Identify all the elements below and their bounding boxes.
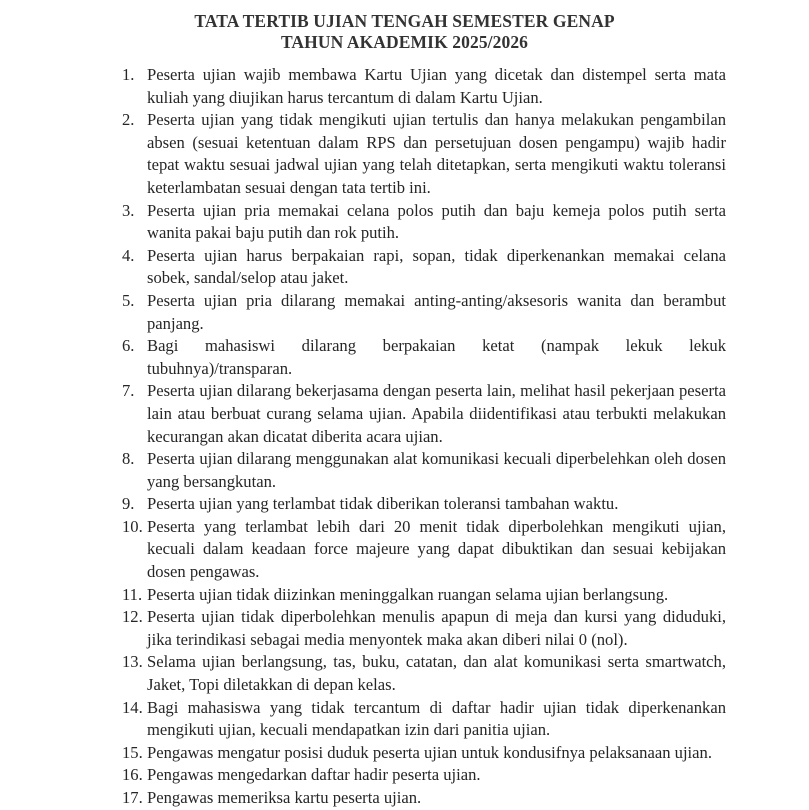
rule-item-13 [122, 651, 726, 696]
rule-item-14 [122, 697, 726, 742]
rule-number: 17. [122, 788, 143, 807]
rule-item-5 [122, 290, 726, 335]
rule-text: Bagi mahasiswa yang tidak tercantum di daftar hadir ujian tidak diperkenankan mengikuti ujian, kecuali mendapatkan izin dari panitia ujian. [147, 697, 726, 740]
rule-number: 7. [122, 381, 135, 401]
rule-text: Peserta ujian tidak diperbolehkan menulis apapun di meja dan kursi yang diduduki, jika terindikasi sebagai media menyontek maka akan diberi nilai 0 (nol). [147, 607, 726, 649]
rule-item-7 [122, 380, 726, 448]
rule-item-10 [122, 516, 726, 584]
rule-number: 8. [122, 449, 135, 469]
rule-number: 6. [122, 336, 135, 356]
rule-number: 13. [122, 652, 143, 672]
rule-number: 1. [122, 65, 135, 84]
rule-number: 11. [122, 584, 143, 604]
document-title [0, 11, 809, 53]
rule-number: 9. [122, 494, 135, 514]
rule-number: 14. [122, 697, 143, 717]
rule-item-2 [122, 109, 726, 199]
rule-text: Peserta ujian pria memakai celana polos putih dan baju kemeja polos putih serta wanita pakai baju putih dan rok putih. [147, 200, 726, 243]
rule-number: 16. [122, 765, 143, 785]
rules-list [122, 64, 726, 810]
rule-number: 10. [122, 516, 143, 536]
rule-text: Peserta ujian pria dilarang memakai anting-anting/aksesoris wanita dan berambut panjang. [147, 290, 726, 333]
rule-text: Peserta ujian dilarang menggunakan alat komunikasi kecuali diperbelehkan oleh dosen yang bersangkutan. [147, 449, 726, 491]
rule-number: 12. [122, 607, 143, 627]
rule-item-4 [122, 245, 726, 290]
rule-text-line-1: Bagi mahasiswi dilarang berpakaian ketat (nampak lekuk lekuk [147, 336, 726, 356]
rule-text: Pengawas mengedarkan daftar hadir peserta ujian. [147, 765, 481, 785]
rule-text: Peserta ujian wajib membawa Kartu Ujian yang dicetak dan distempel serta mata kuliah yang diujikan harus tercantum di dalam Kartu Ujian. [147, 65, 726, 107]
rule-item-6 [122, 335, 726, 380]
rule-text: Peserta yang terlambat lebih dari 20 menit tidak diperbolehkan mengikuti ujian, kecuali dalam keadaan force majeure yang dapat dibuktikan dan sesuai kebijakan dosen pengawas. [147, 516, 726, 582]
rule-item-9 [122, 493, 726, 516]
rule-text: Pengawas mengatur posisi duduk peserta ujian untuk kondusifnya pelaksanaan ujian. [147, 742, 712, 762]
rule-number: 15. [122, 742, 143, 762]
rule-text: Selama ujian berlangsung, tas, buku, catatan, dan alat komunikasi serta smartwatch, Jaket, Topi diletakkan di depan kelas. [147, 652, 726, 695]
title-line-2: TAHUN AKADEMIK 2025/2026 [280, 32, 529, 52]
rule-text: Peserta ujian tidak diizinkan meninggalkan ruangan selama ujian berlangsung. [147, 584, 669, 604]
rule-number: 5. [122, 290, 135, 310]
rule-number: 2. [122, 110, 135, 130]
rule-item-17 [122, 787, 726, 810]
rule-item-1 [122, 64, 726, 109]
rule-number: 4. [122, 245, 135, 265]
title-line-1: TATA TERTIB UJIAN TENGAH SEMESTER GENAP [194, 11, 615, 31]
rule-text: Pengawas memeriksa kartu peserta ujian. [147, 788, 422, 807]
rule-text: Peserta ujian harus berpakaian rapi, sopan, tidak diperkenankan memakai celana sobek, sandal/selop atau jaket. [147, 245, 726, 288]
rule-item-3 [122, 200, 726, 245]
rule-item-12 [122, 606, 726, 651]
rule-item-11 [122, 584, 726, 607]
rule-number: 3. [122, 200, 135, 220]
rule-item-15 [122, 742, 726, 765]
rule-text-line-2: tubuhnya)/transparan. [147, 358, 293, 378]
rule-text: Peserta ujian yang terlambat tidak diberikan toleransi tambahan waktu. [147, 494, 619, 514]
rule-item-8 [122, 448, 726, 493]
rule-text: Peserta ujian dilarang bekerjasama dengan peserta lain, melihat hasil pekerjaan peserta lain atau berbuat curang selama ujian. Apabila diidentifikasi atau terbukti melakukan kecurangan akan dicatat diberita acara ujian. [147, 381, 726, 446]
rule-text: Peserta ujian yang tidak mengikuti ujian tertulis dan hanya melakukan pengambilan absen (sesuai ketentuan dalam RPS dan persetujuan dosen pengampu) wajib hadir tepat waktu sesuai jadwal ujian yang telah ditetapkan, serta mengikuti waktu toleransi keterlambatan sesuai dengan tata tertib ini. [147, 110, 726, 197]
rule-item-16 [122, 764, 726, 787]
